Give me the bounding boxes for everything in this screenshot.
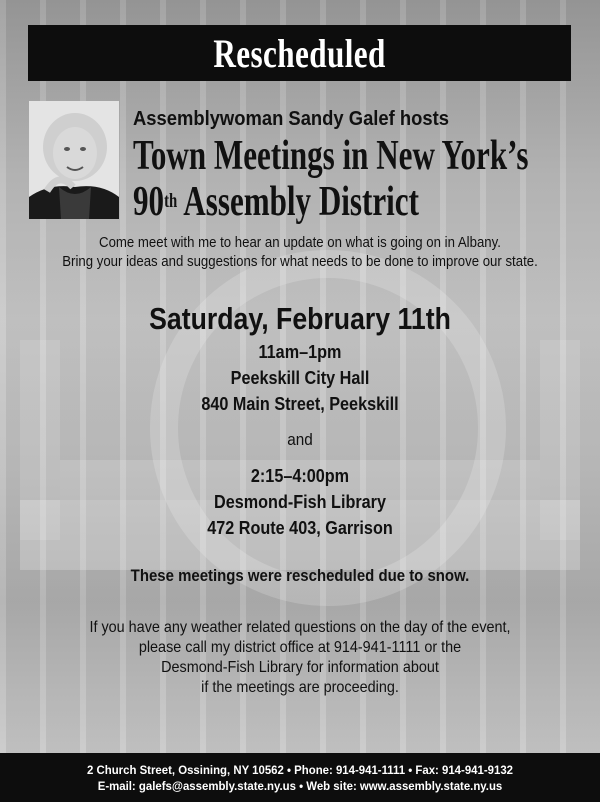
session-2-address: 472 Route 403, Garrison [207, 518, 393, 538]
portrait-photo [29, 101, 119, 219]
session-1 [30, 339, 570, 417]
weather-line-3: Desmond-Fish Library for information about [161, 659, 439, 676]
session-2-time: 2:15–4:00pm [250, 466, 350, 486]
session-connector: and [287, 430, 313, 449]
intro-line-1: Come meet with me to hear an update on what is going on in Albany. [99, 234, 501, 251]
event-date: Saturday, February 11th [149, 301, 451, 336]
session-2-venue: Desmond-Fish Library [214, 492, 386, 512]
weather-line-4: if the meetings are proceeding. [201, 679, 399, 696]
host-line: Assemblywoman Sandy Galef hosts [133, 108, 449, 130]
session-1-address: 840 Main Street, Peekskill [201, 394, 399, 414]
weather-info [30, 618, 570, 698]
title-line-1: Town Meetings in New York’s [133, 133, 529, 179]
banner-text: Rescheduled [213, 30, 386, 76]
session-2 [30, 463, 570, 541]
session-1-time: 11am–1pm [258, 342, 342, 362]
title-line-2-rest: Assembly District [177, 179, 419, 225]
footer-address-line: 2 Church Street, Ossining, NY 10562 • Phone: 914-941-1111 • Fax: 914-941-9132 [87, 763, 513, 777]
weather-line-2: please call my district office at 914-941-1111 or the [138, 639, 462, 656]
intro-line-2: Bring your ideas and suggestions for what needs to be done to improve our state. [62, 253, 538, 270]
snow-notice: These meetings were rescheduled due to snow. [130, 566, 470, 585]
district-ordinal: th [164, 190, 178, 212]
contact-footer [0, 753, 600, 802]
intro-text [36, 233, 564, 271]
weather-line-1: If you have any weather related questions on the day of the event, [89, 619, 511, 636]
footer-email-web-line: E-mail: galefs@assembly.state.ny.us • Web site: www.assembly.state.ny.us [97, 779, 503, 793]
title-line-2 [133, 178, 419, 226]
district-number: 90 [133, 179, 165, 225]
rescheduled-banner [28, 25, 571, 81]
session-1-venue: Peekskill City Hall [230, 368, 370, 388]
